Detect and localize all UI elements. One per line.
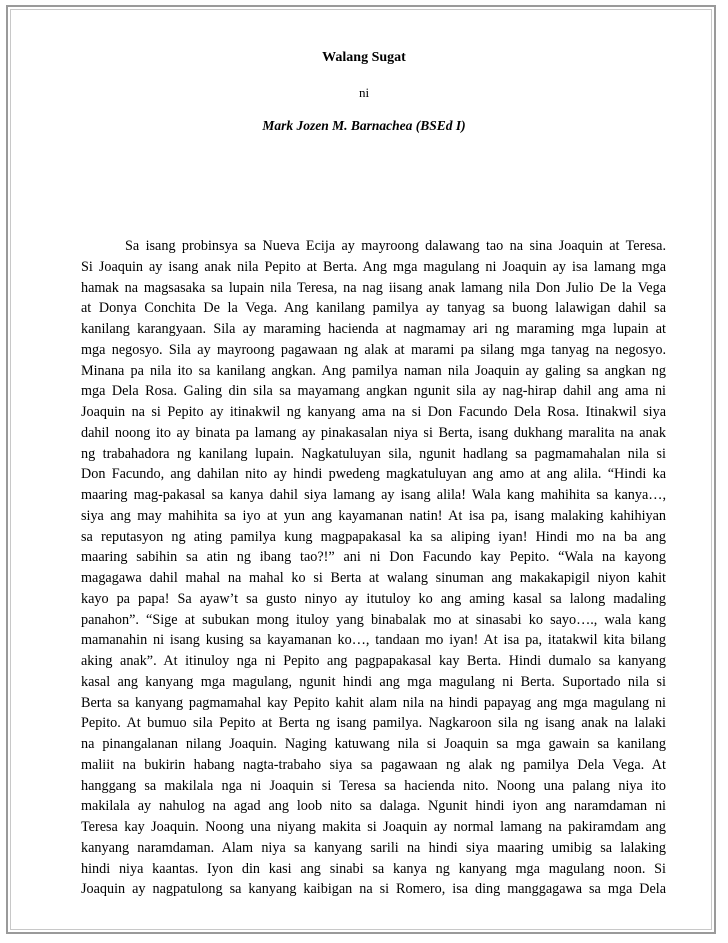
text-line: panahon”. “Sige at subukan mong ituloy yang binabalak mo at sinasabi ko sayo…., wala kang (81, 611, 666, 628)
text-line: sa reputasyon ng ating pamilya kung magpapakasal ka sa aliping iyan! Hindi mo na ba ang (81, 528, 666, 545)
text-line: siya ang may mahihita sa iyo at yun ang kayamanan natin! At isa pa, isang malaking kahihiyan (81, 507, 666, 524)
text-line: hanggang sa makilala nga ni Joaquin si Teresa sa hacienda nito. Noong una palang niya ito (81, 777, 666, 794)
text-line: Berta sa kanyang pagmamahal kay Pepito kahit alam nila na hindi papayag ang mga magulang ni (81, 694, 666, 711)
text-line: aking anak”. At itinuloy nga ni Pepito ang pagpapakasal kay Berta. Hindi dumalo sa kanyang (81, 653, 666, 669)
text-line: hamak na magsasaka sa lupain nila Teresa, na nag iisang anak lamang nila Don Julio De la Vega (81, 279, 666, 296)
text-line: Don Facundo, ang dahilan nito ay hindi pwedeng magkatuluyan ang amo at ang alila. “Hindi ka (81, 466, 666, 483)
text-line: Pepito. At bumuo sila Pepito at Berta ng isang pamilya. Nagkaroon sila ng isang anak na lalaki (81, 715, 666, 732)
text-line: kasal ang kanyang mga magulang, ngunit hindi ang mga magulang ni Berta. Suportado nila si (81, 673, 666, 690)
text-line: kanilang karangyaan. Sila ay maraming hacienda at nagmamay ari ng maraming mga lupain at (81, 321, 666, 337)
text-line: maaring sabihin sa atin ng ibang tao?!” ani ni Don Facundo kay Pepito. “Wala na kayong (81, 549, 666, 566)
text-line: mga Dela Rosa. Galing din sila sa mayamang angkan ngunit sila ay nag-hirap dahil ang ama ni (81, 383, 666, 400)
text-line: dahil noong ito ay binata pa lamang ay pinakasalan niya si Berta, isang dukhang maralita na anak (81, 424, 666, 441)
text-line: kanyang naramdaman. Alam niya sa kanyang sarili na hindi siya maaring umibig sa lalaking (81, 839, 666, 856)
text-line: Teresa kay Joaquin. Noong una niyang makita si Joaquin ay normal lamang na pakiramdam ang (81, 819, 666, 835)
text-line: Joaquin na si Pepito ay itinakwil ng kanyang ama na si Don Facundo Dela Rosa. Itinakwil siya (81, 404, 666, 420)
text-line: mga negosyo. Sila ay mayroong pagawaan ng alak at marami pa silang mga tanyag na negosyo. (81, 341, 666, 358)
text-line: kayo pa papa! Sa ayaw’t sa gusto ninyo ay itutuloy ko ang aming kasal sa lalong madaling (81, 590, 666, 607)
document-title: Walang Sugat (322, 50, 406, 65)
text-line: makilala ay nahulog na agad ang loob nito sa dalaga. Ngunit hindi iyon ang naramdaman ni (81, 798, 666, 815)
text-line: Minana pa nila ito sa kanilang angkan. Ang pamilya naman nila Joaquin ay galing sa angkan ng (81, 362, 666, 379)
text-line: maliit na bukirin habang nagta-trabaho siya sa pagawaan ng alak ng pamilya Dela Vega. At (81, 756, 666, 773)
text-line: at Donya Conchita De la Vega. Ang kanilang pamilya ay tanyag sa buong lalawigan dahil sa (81, 300, 666, 317)
text-line: hindi niya kaantas. Iyon din kasi ang sinabi sa kanya ng kanyang mga magulang noon. Si (81, 860, 666, 877)
text-line: magagawa dahil mahal na mahal ko si Berta at walang sinuman ang makakapigil niyon kahit (81, 570, 666, 586)
text-line: Si Joaquin ay isang anak nila Pepito at Berta. Ang mga magulang ni Joaquin ay isa lamang mga (81, 258, 666, 275)
author: Mark Jozen M. Barnachea (BSEd I) (262, 118, 466, 133)
byline: ni (358, 85, 370, 100)
text-line: maaring mag-pakasal sa kanya dahil siya lamang ay isang alila! Wala kang mahihita sa kanya…, (81, 487, 666, 503)
text-line: mamanahin ni isang kusing sa kayamanan ko…, tandaan mo iyan! At isa pa, itatakwil kita bilang (81, 632, 666, 649)
text-line: Joaquin ay nagpatulong sa kanyang kaibigan na si Romero, isa ding manggagawa sa mga Dela (81, 881, 666, 898)
text-line: Sa isang probinsya sa Nueva Ecija ay mayroong dalawang tao na sina Joaquin at Teresa. (125, 238, 666, 254)
text-line: ng trabahadora ng kanilang lupain. Nagkatuluyan sila, ngunit hadlang sa pagmamahalan nila si (81, 445, 666, 462)
text-line: na pinangalanan nilang Joaquin. Naging katuwang nila si Joaquin sa mga gawain sa kanilang (81, 736, 666, 752)
body-text (81, 236, 666, 900)
